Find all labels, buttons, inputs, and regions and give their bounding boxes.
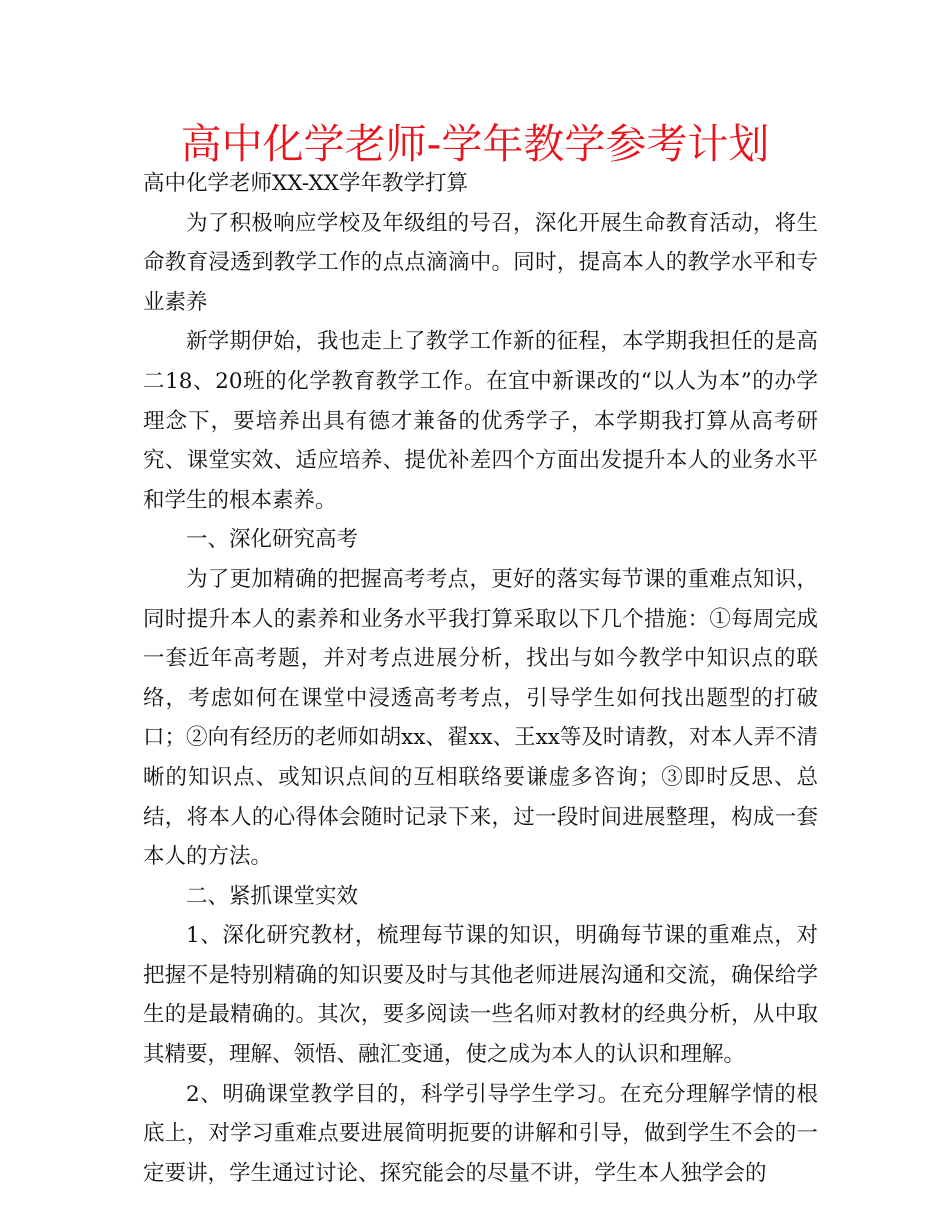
document-title: 高中化学老师-学年教学参考计划: [180, 120, 770, 168]
section-heading-classroom: 二、紧抓课堂实效: [186, 883, 359, 909]
section-heading-research: 一、深化研究高考: [186, 527, 359, 553]
paragraph-classroom-2: 2、明确课堂教学目的，科学引导学生学习。在充分理解学情的根底上，对学习重难点要进展简明扼要的讲解和引导，做到学生不会的一定要讲，学生通过讨论、探究能会的尽量不讲，学生本人独学会的: [143, 1081, 818, 1186]
document-subtitle: 高中化学老师XX-XX学年教学打算: [143, 171, 468, 196]
paragraph-semester: 新学期伊始，我也走上了教学工作新的征程，本学期我担任的是高二18、20班的化学教育教学工作。在宜中新课改的“以人为本”的办学理念下，要培养出具有德才兼备的优秀学子，本学期我打算从高考研究、课堂实效、适应培养、提优补差四个方面出发提升本人的业务水平和学生的根本素养。: [143, 329, 818, 513]
paragraph-research: 为了更加精确的把握高考考点，更好的落实每节课的重难点知识，同时提升本人的素养和业务水平我打算采取以下几个措施：①每周完成一套近年高考题，并对考点进展分析，找出与如今教学中知识点的联络，考虑如何在课堂中浸透高考考点，引导学生如何找出题型的打破口；②向有经历的老师如胡xx、翟xx、王xx等及时请教，对本人弄不清晰的知识点、或知识点间的互相联络要谦虚多咨询；③即时反思、总结，将本人的心得体会随时记录下来，过一段时间进展整理，构成一套本人的方法。: [143, 566, 818, 870]
paragraph-classroom-1: 1、深化研究教材，梳理每节课的知识，明确每节课的重难点，对把握不是特别精确的知识要及时与其他老师进展沟通和交流，确保给学生的是最精确的。其次，要多阅读一些名师对教材的经典分析，从中取其精要，理解、领悟、融汇变通，使之成为本人的认识和理解。: [143, 923, 818, 1068]
paragraph-intro: 为了积极响应学校及年级组的号召，深化开展生命教育活动，将生命教育浸透到教学工作的点点滴滴中。同时，提高本人的教学水平和专业素养: [143, 210, 818, 315]
document-body: [143, 164, 818, 1193]
